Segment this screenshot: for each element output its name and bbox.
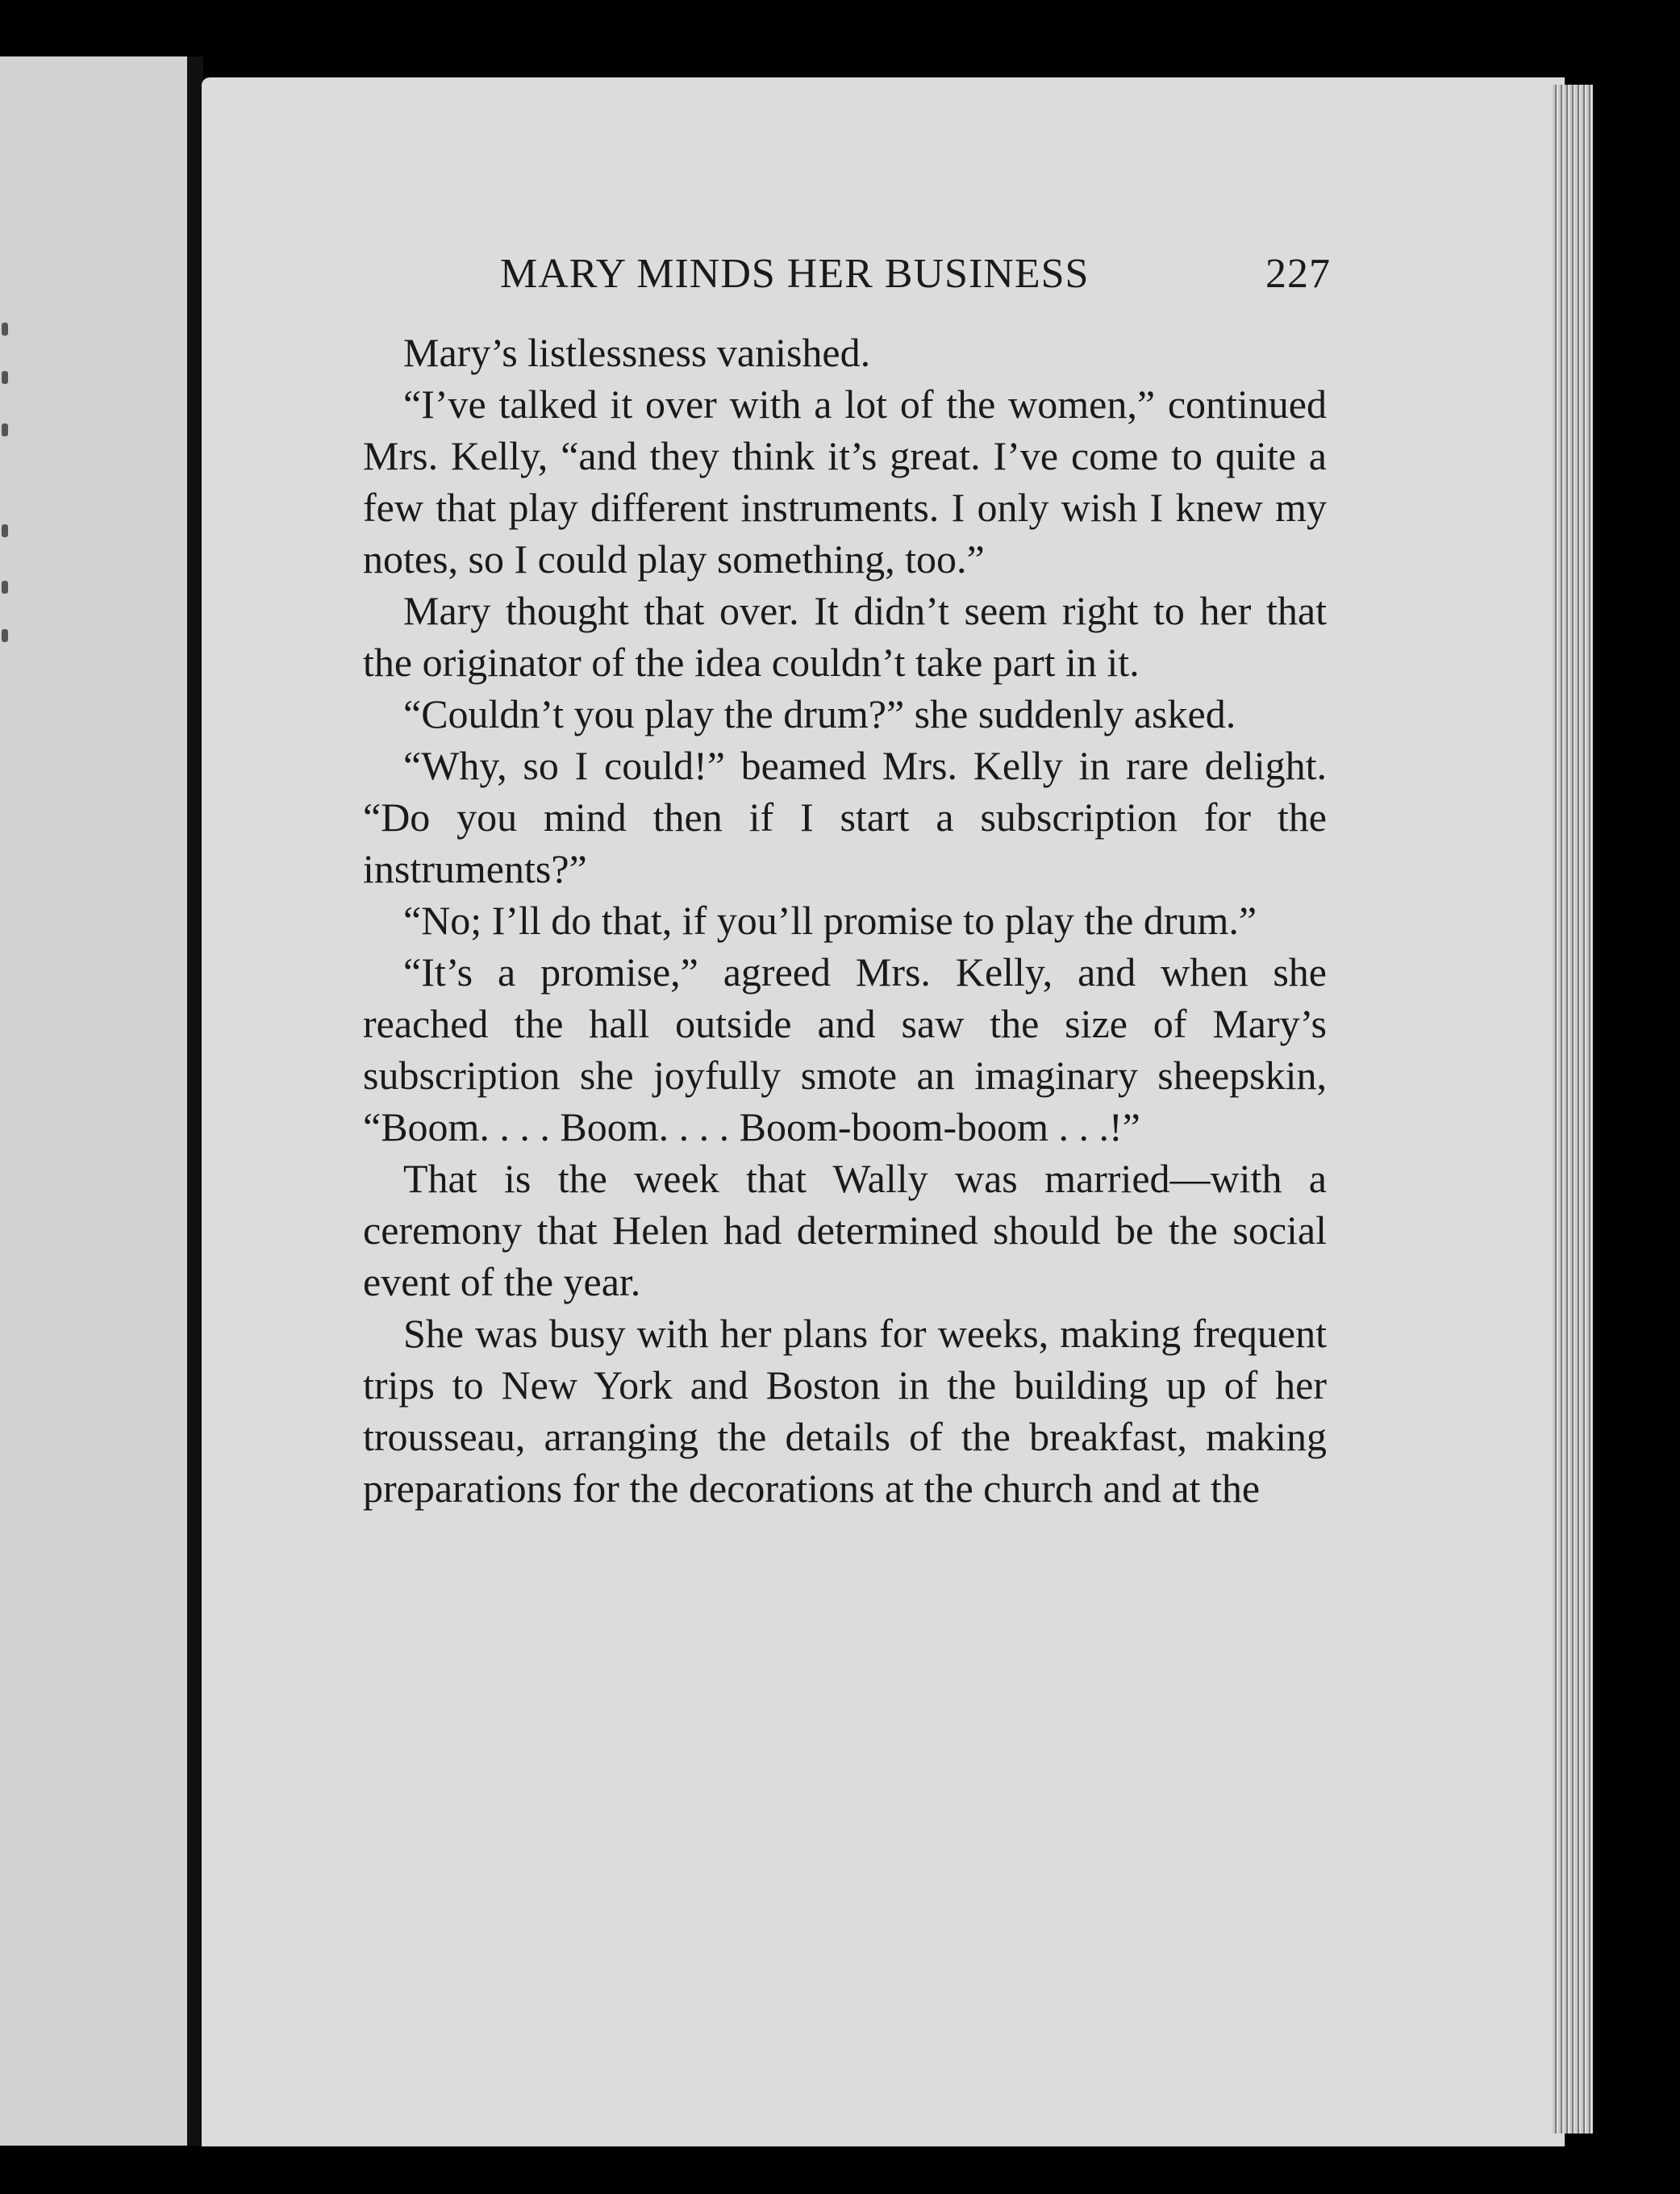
paragraph: “Why, so I could!” beamed Mrs. Kelly in rare delight. “Do you mind then if I start a subscription for the instruments?” xyxy=(363,743,1327,891)
paragraph: “No; I’ll do that, if you’ll promise to play the drum.” xyxy=(403,898,1257,943)
book-gutter xyxy=(187,56,203,2146)
paragraph: “I’ve talked it over with a lot of the women,” continued Mrs. Kelly, “and they think it’s great. I’ve come to quite a few that play different instruments. I only wish I knew my notes, so I could play something, too.” xyxy=(363,382,1327,582)
paragraph: She was busy with her plans for weeks, making frequent trips to New York and Boston in the building up of her trousseau, arranging the details of the breakfast, making preparations for the decorations at the church and at the xyxy=(363,1311,1327,1511)
paragraph: Mary thought that over. It didn’t seem right to her that the originator of the idea couldn’t take part in it. xyxy=(363,588,1327,685)
paragraph: That is the week that Wally was married—with a ceremony that Helen had determined should be the social event of the year. xyxy=(363,1156,1327,1304)
page-number: 227 xyxy=(1265,251,1331,297)
page-stack-edges xyxy=(1553,85,1593,2134)
paragraph: “Couldn’t you play the drum?” she suddenly asked. xyxy=(403,691,1236,736)
left-page-text-fragments xyxy=(0,323,16,726)
paragraph: “It’s a promise,” agreed Mrs. Kelly, and when she reached the hall outside and saw the size of Mary’s subscription she joyfully smote an imaginary sheepskin, “Boom. . . . Boom. . . . Boom-boom-boom . . .!” xyxy=(363,949,1327,1149)
paragraph: Mary’s listlessness vanished. xyxy=(403,330,871,375)
body-text xyxy=(363,327,1327,1514)
running-head: MARY MINDS HER BUSINESS xyxy=(500,251,1090,297)
left-page-edge xyxy=(0,56,190,2146)
